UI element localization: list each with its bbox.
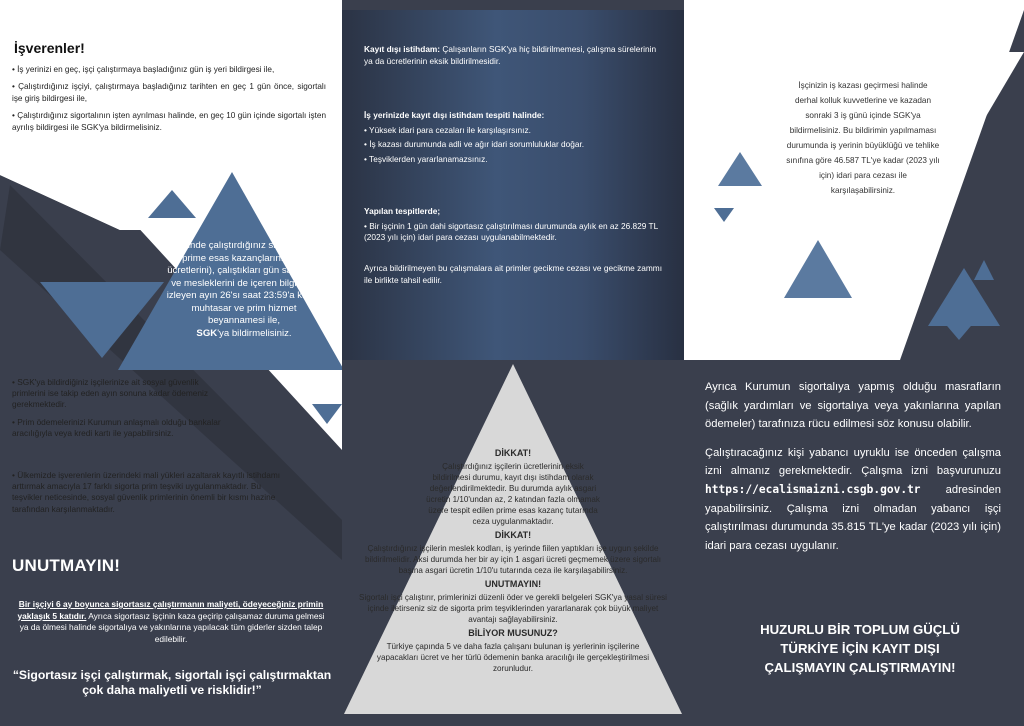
small-triangle-right bbox=[974, 260, 994, 280]
penalty-block: Yapılan tespitlerde; • Bir işçinin 1 gün dahi sigortasız çalıştırılması durumunda aylık en az 26.829 TL (2023 yılı için) idari para cezası uygulanabilmektedir. bbox=[364, 206, 658, 243]
dont-forget-heading: UNUTMAYIN! bbox=[12, 556, 121, 575]
notes-triangle bbox=[354, 446, 672, 677]
late-fee-block: Ayrıca bildirilmeyen bu çalışmalara ait primler gecikme cezası ve gecikme zammı ile birlikte tahsil edilir. bbox=[364, 263, 662, 285]
premium-payment-list bbox=[12, 377, 232, 445]
work-permit-link[interactable]: https://ecalismaizni.csgb.gov.tr bbox=[705, 482, 921, 496]
list-item: • Çalıştırdığınız sigortalının işten ayrılması halinde, en geç 10 gün içinde sigortalı işten ayrılış bildirgesi ile SGK'ya bildirmelisiniz. bbox=[12, 111, 326, 132]
note-heading: DİKKAT! bbox=[494, 530, 532, 540]
note-text: Sigortalı işçi çalıştırır, primlerinizi düzenli öder ve gerekli belgeleri SGK'ya yasal süresi içinde iletirseniz siz de sigorta prim teşviklerinden yararlanarak çok büyük maliyet avantajı sağlayabilirsiniz. bbox=[359, 593, 667, 624]
note-text: Çalıştırdığınız işçilerin meslek kodları, iş yerinde fiilen yaptıkları işe uygun şekilde bildirilmelidir. Aksi durumda her bir ay için 1 asgari ücreti geçmemek üzere sigortalı başına asgari ücretin 1/10'u tutarında ceza ile karşılaşabilirsiniz. bbox=[365, 544, 661, 575]
note-text: Çalıştırdığınız işçilerin ücretlerinin eksik bildirilmesi durumu, kayıt dışı istihdam olarak değerlendirilmektedir. Bu durumda aylık asgari ücretin 1/10'undan az, 2 katından fazla olmamak üzere tespit edilen prime esas kazanç tutarında ceza uygulanmaktadır. bbox=[426, 462, 600, 526]
employers-heading: İşverenler! bbox=[14, 40, 85, 56]
cost-warning-text: Bir işçiyi 6 ay boyunca sigortasız çalıştırmanın maliyeti, ödeyeceğiniz primin yaklaşık 5 katıdır. Ayrıca sigortasız işçinin kaza geçirip çalışamaz duruma gelmesi ya da ölmesi halinde sigortalıya ve yakınlarına yapılacak tüm giderler sizden talep edilebilir. bbox=[17, 599, 325, 644]
employer-duties-list bbox=[12, 64, 326, 139]
list-item: • İş yerinizi en geç, işçi çalıştırmaya başladığınız gün iş yeri bildirgesi ile, bbox=[12, 65, 275, 74]
list-item: • Teşviklerden yararlanamazsınız. bbox=[364, 153, 488, 164]
panel-work-accident bbox=[684, 0, 1024, 726]
note-heading: UNUTMAYIN! bbox=[484, 579, 542, 589]
list-item: • Yüksek idari para cezaları ile karşılaşırsınız. bbox=[364, 124, 531, 135]
risks-block: İş yerinizde kayıt dışı istihdam tespiti halinde: • Yüksek idari para cezaları ile karşılaşırsınız. • İş kazası durumunda adli ve ağır idari sorumluluklar doğar. • Teşviklerden yararlanamazsınız. bbox=[364, 110, 662, 168]
list-item: • Çalıştırdığınız işçiyi, çalıştırmaya başladığınız tarihten en geç 1 gün önce, sigortalı işe giriş bildirgesi ile, bbox=[12, 82, 326, 103]
list-item: • Prim ödemelerinizi Kurumun anlaşmalı olduğu bankalar aracılığıyla veya kredi kartı ile yapabilirsiniz. bbox=[12, 416, 221, 438]
note-text: Türkiye çapında 5 ve daha fazla çalışanı bulunan iş yerlerinin işçilerine yapacakları ücret ve her türlü ödemenin banka aracılığı ile gerçekleştirilmesi zorunludur. bbox=[376, 642, 650, 673]
panel-informal-employment bbox=[342, 0, 684, 726]
recourse-and-permit-text bbox=[705, 378, 1001, 565]
recourse-paragraph: Ayrıca Kurumun sigortalıya yapmış olduğu masrafların (sağlık yardımları ve sigortalıya veya yakınlarına yapılan ödemeler) tarafınıza rücu edilmesi söz konusu olabilir. bbox=[705, 381, 1001, 431]
blue-triangle-bottom bbox=[942, 320, 976, 340]
note-heading: BİLİYOR MUSUNUZ? bbox=[468, 628, 558, 638]
campaign-slogan: HUZURLU BİR TOPLUM GÜÇLÜ TÜRKİYE İÇİN KAYIT DIŞI ÇALIŞMAYIN ÇALIŞTIRMAYIN! bbox=[760, 622, 960, 675]
work-accident-notice: İşçinizin iş kazası geçirmesi halinde derhal kolluk kuvvetlerine ve kazadan sonraki 3 iş günü içinde SGK'ya bildirmelisiniz. Bu bildirimin yapılmaması durumunda iş yerinin büyüklüğü ve tehlike sınıfına göre 46.587 TL'ye kadar (2023 yılı için) idari para cezası ile karşılaşabilirsiniz. bbox=[786, 81, 940, 195]
incentives-text: • Ülkemizde işverenlerin üzerindeki mali yükleri azaltarak kayıtlı istihdamı arttırmak amacıyla 17 farklı sigorta prim teşviki uygulanmaktadır. Bu teşvikler neticesinde, sosyal güvenlik primlerinin önemli bir kısmı hazine tarafından karşılanmaktadır. bbox=[12, 470, 281, 514]
panel-employers bbox=[0, 0, 342, 726]
list-item: • SGK'ya bildirdiğiniz işçilerinize ait sosyal güvenlik primlerini ise takip eden ayın sonuna kadar ödemeniz gerekmektedir. bbox=[12, 377, 209, 410]
list-item: • İş kazası durumunda adli ve ağır idari sorumluluklar doğar. bbox=[364, 139, 585, 150]
definition-block: Kayıt dışı istihdam: Çalışanların SGK'ya hiç bildirilmemesi, çalışma sürelerinin ya da ücretlerinin eksik bildirilmesidir. bbox=[364, 44, 657, 66]
note-heading: DİKKAT! bbox=[494, 448, 532, 458]
triangle-monthly-declaration-text: Ay içinde çalıştırdığınız sigortalıların prime esas kazançlarını (brüt ücretlerini), çalıştıkları gün sayılarını ve mesleklerini de içeren bilgilerini izleyen ayın 26'sı saat 23:59'a kadar muhtasar ve prim hizmet beyannamesi ile, SGK'ya bildirmelisiniz. bbox=[166, 240, 322, 339]
small-triangle-up bbox=[148, 190, 196, 218]
work-permit-paragraph: Çalıştıracağınız kişi yabancı uyruklu ise önceden çalışma izni almanız gerekmektedir. Çalışma izni başvurunuzu https://ecalismaizni.csgb.gov.tr adresinden yapabilirsiniz. Çalışma izni olmadan yabancı işçi çalıştırılması durumunda 35.815 TL'ye kadar (2023 yılı için) idari para cezası uygulanır. bbox=[705, 446, 1001, 552]
warning-quote: “Sigortasız işçi çalıştırmak, sigortalı işçi çalıştırmaktan çok daha maliyetli ve risklidir!” bbox=[12, 668, 332, 697]
